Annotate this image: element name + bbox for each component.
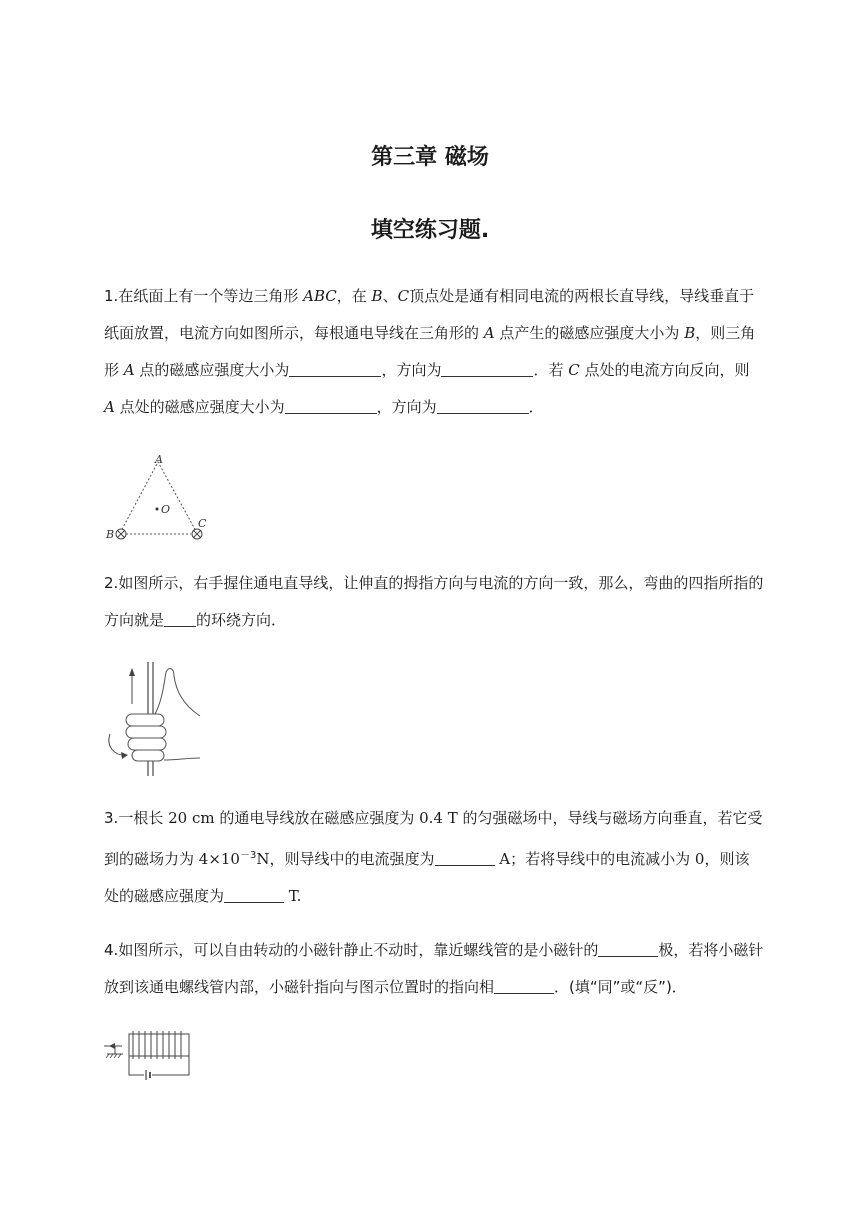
question-3: 3.一根长 20 cm 的通电导线放在磁感应强度为 0.4 T 的匀强磁场中，导线与磁场方向垂直，若它受到的磁场力为 $4\times 10^{-3}N$，则导线中的电流强度为 A；若将导线中的电流减小为 0，则该处的磁感应强度为 T. <box>104 809 763 905</box>
triangle-figure <box>104 450 216 542</box>
center-o-label: O <box>161 503 171 516</box>
solenoid-figure <box>104 1025 192 1085</box>
answer-blank[interactable] <box>441 361 533 377</box>
vertex-b-label: B <box>106 528 115 541</box>
answer-blank[interactable] <box>289 361 381 377</box>
page-title: 第三章 磁场 <box>371 145 489 170</box>
answer-blank[interactable] <box>435 850 495 866</box>
answer-blank[interactable] <box>164 611 196 627</box>
question-1: 1.在纸面上有一个等边三角形 ABC，在 B、C顶点处是通有相同电流的两根长直导线，导线垂直于纸面放置，电流方向如图所示，每根通电导线在三角形的 A 点产生的磁感应强度大小为 B，则三角形 A 点的磁感应强度大小为 ，方向为 ．若 C 点处的电流方向反向，则 A 点处的磁感应强度大小为 ，方向为 ． <box>104 287 756 416</box>
page-subtitle: 填空练习题. <box>370 218 490 243</box>
right-hand-rule-figure <box>104 660 204 778</box>
q4-number: 4. <box>104 941 119 959</box>
answer-blank[interactable] <box>494 978 554 994</box>
question-2: 2.如图所示，右手握住通电直导线，让伸直的拇指方向与电流的方向一致，那么，弯曲的四指所指的方向就是 的环绕方向． <box>104 574 764 629</box>
answer-blank[interactable] <box>598 941 658 957</box>
q2-number: 2. <box>104 574 119 592</box>
answer-blank[interactable] <box>224 887 284 903</box>
vertex-c-label: C <box>198 517 207 530</box>
vertex-a-label: A <box>155 453 163 466</box>
answer-blank[interactable] <box>437 398 529 414</box>
q1-number: 1. <box>104 287 119 305</box>
question-4: 4.如图所示，可以自由转动的小磁针静止不动时，靠近螺线管的是小磁针的 极，若将小磁针放到该通电螺线管内部，小磁针指向与图示位置时的指向相 ．(填“同”或“反”)． <box>104 941 764 996</box>
answer-blank[interactable] <box>285 398 377 414</box>
q3-number: 3. <box>104 809 119 827</box>
